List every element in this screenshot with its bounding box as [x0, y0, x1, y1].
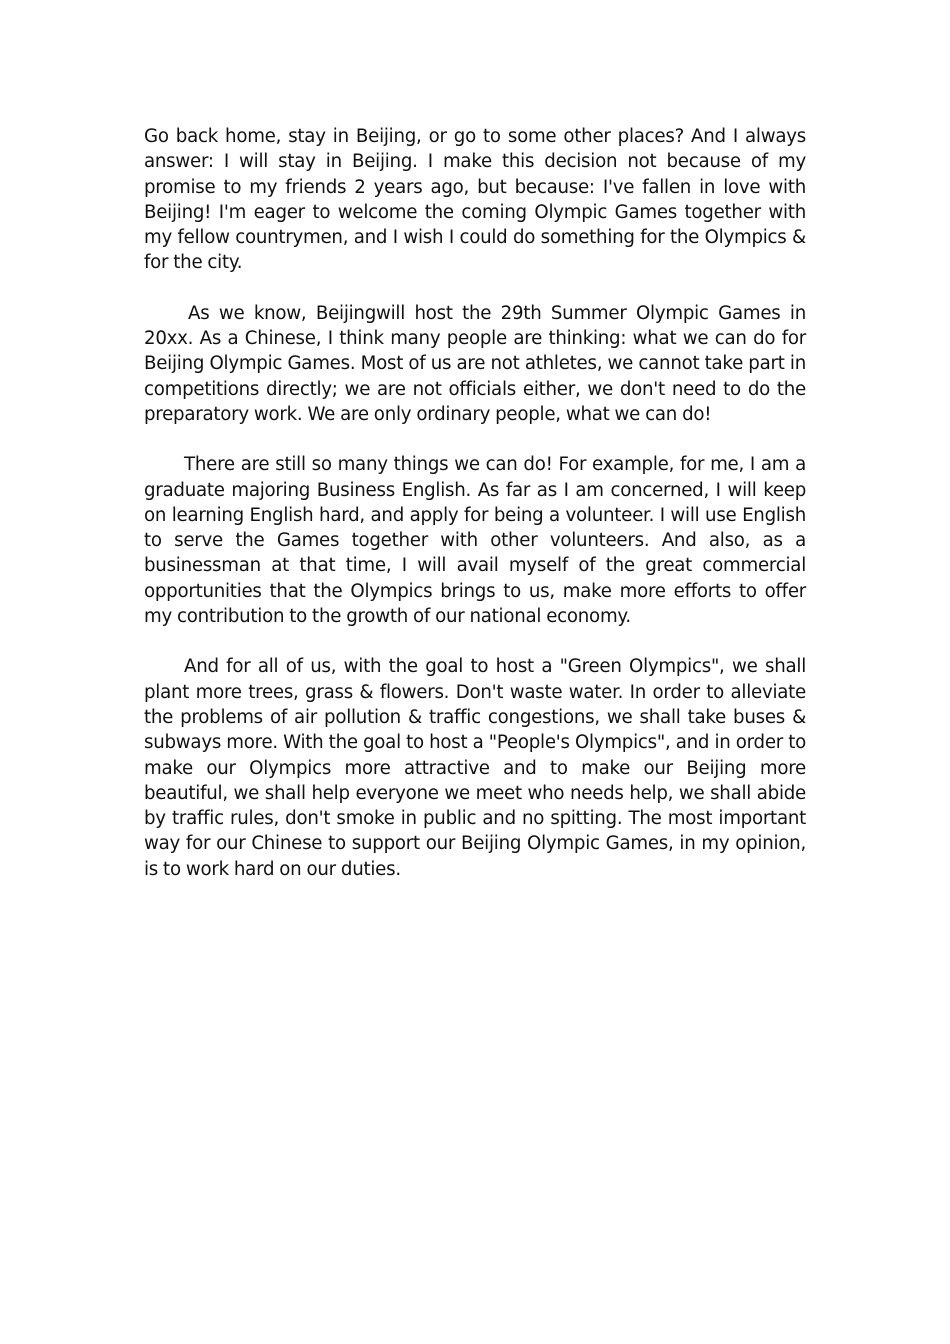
paragraph-2: As we know, Beijingwill host the 29th Summer Olympic Games in 20xx. As a Chinese, I think many people are thinking: what we can do for Beijing Olympic Games. Most of us are not athletes, we cannot take part in competitions directly; we are not officials either, we don't need to do the preparatory work. We are only ordinary people, what we can do!	[144, 302, 806, 425]
document-body	[144, 124, 806, 907]
paragraph-1: Go back home, stay in Beijing, or go to some other places? And I always answer: I will stay in Beijing. I make this decision not because of my promise to my friends 2 years ago, but because: I've fallen in love with Beijing! I'm eager to welcome the coming Olympic Games together with my fellow countrymen, and I wish I could do something for the Olympics & for the city.	[144, 126, 806, 274]
paragraph-3: There are still so many things we can do! For example, for me, I am a graduate majoring Business English. As far as I am concerned, I will keep on learning English hard, and apply for being a volunteer. I will use English to serve the Games together with other volunteers. And also, as a businessman at that time, I will avail myself of the great commercial opportunities that the Olympics brings to us, make more efforts to offer my contribution to the growth of our national economy.	[144, 454, 806, 628]
paragraph-4: And for all of us, with the goal to host a "Green Olympics", we shall plant more trees, grass & flowers. Don't waste water. In order to alleviate the problems of air pollution & traffic congestions, we shall take buses & subways more. With the goal to host a "People's Olympics", and in order to make our Olympics more attractive and to make our Beijing more beautiful, we shall help everyone we meet who needs help, we shall abide by traffic rules, don't smoke in public and no spitting. The most important way for our Chinese to support our Beijing Olympic Games, in my opinion, is to work hard on our duties.	[144, 656, 806, 880]
